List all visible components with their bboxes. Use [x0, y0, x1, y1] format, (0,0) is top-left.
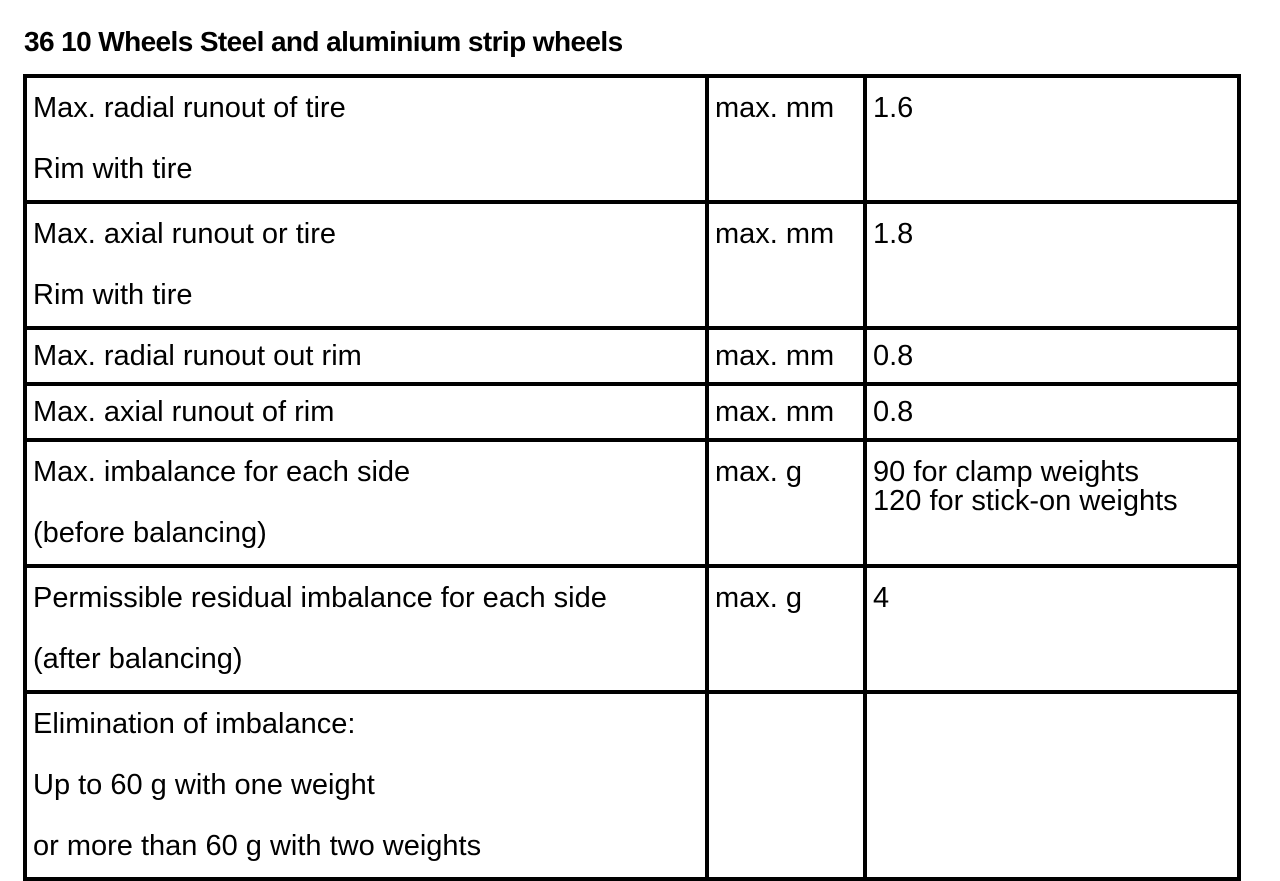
table-row — [25, 328, 1239, 384]
parameter-cell — [25, 76, 707, 202]
spec-table — [23, 74, 1241, 881]
value-cell — [865, 202, 1239, 328]
value-cell — [865, 440, 1239, 566]
unit-cell — [707, 202, 865, 328]
parameter-text: or more than 60 g with two weights — [33, 830, 482, 862]
parameter-text: (before balancing) — [33, 517, 267, 549]
value-cell — [865, 384, 1239, 440]
unit-cell — [707, 76, 865, 202]
parameter-text: Permissible residual imbalance for each side — [33, 582, 607, 614]
value-text: 1.6 — [873, 92, 914, 124]
unit-text: max. mm — [715, 396, 835, 428]
table-row — [25, 692, 1239, 879]
unit-text: max. mm — [715, 92, 835, 124]
table-row — [25, 76, 1239, 202]
parameter-text: Max. imbalance for each side — [33, 456, 411, 488]
value-cell — [865, 76, 1239, 202]
table-row — [25, 384, 1239, 440]
parameter-text: Max. radial runout out rim — [33, 340, 362, 372]
unit-cell — [707, 384, 865, 440]
unit-text: max. g — [715, 456, 803, 488]
value-text: 0.8 — [873, 396, 914, 428]
value-cell — [865, 692, 1239, 879]
unit-text — [715, 694, 863, 755]
parameter-cell — [25, 328, 707, 384]
unit-cell — [707, 328, 865, 384]
value-text: 90 for clamp weights — [873, 456, 1139, 488]
unit-text: max. mm — [715, 340, 835, 372]
parameter-text: (after balancing) — [33, 643, 243, 675]
parameter-cell — [25, 202, 707, 328]
parameter-text: Max. axial runout of rim — [33, 396, 335, 428]
parameter-text: Rim with tire — [33, 279, 193, 311]
unit-cell — [707, 566, 865, 692]
unit-cell — [707, 692, 865, 879]
parameter-text: Rim with tire — [33, 153, 193, 185]
value-text: 0.8 — [873, 340, 914, 372]
page-title: 36 10 Wheels Steel and aluminium strip wheels — [24, 26, 623, 57]
table-row — [25, 202, 1239, 328]
unit-text: max. g — [715, 582, 803, 614]
value-text: 120 for stick-on weights — [873, 485, 1178, 517]
value-cell — [865, 566, 1239, 692]
table-row — [25, 440, 1239, 566]
parameter-text: Max. radial runout of tire — [33, 92, 346, 124]
parameter-cell — [25, 440, 707, 566]
value-text: 4 — [873, 582, 890, 614]
table-row — [25, 566, 1239, 692]
parameter-text: Max. axial runout or tire — [33, 218, 337, 250]
unit-text: max. mm — [715, 218, 835, 250]
parameter-cell — [25, 384, 707, 440]
parameter-cell — [25, 566, 707, 692]
value-text: 1.8 — [873, 218, 914, 250]
value-cell — [865, 328, 1239, 384]
parameter-cell — [25, 692, 707, 879]
parameter-text: Up to 60 g with one weight — [33, 769, 375, 801]
unit-cell — [707, 440, 865, 566]
parameter-text: Elimination of imbalance: — [33, 708, 356, 740]
